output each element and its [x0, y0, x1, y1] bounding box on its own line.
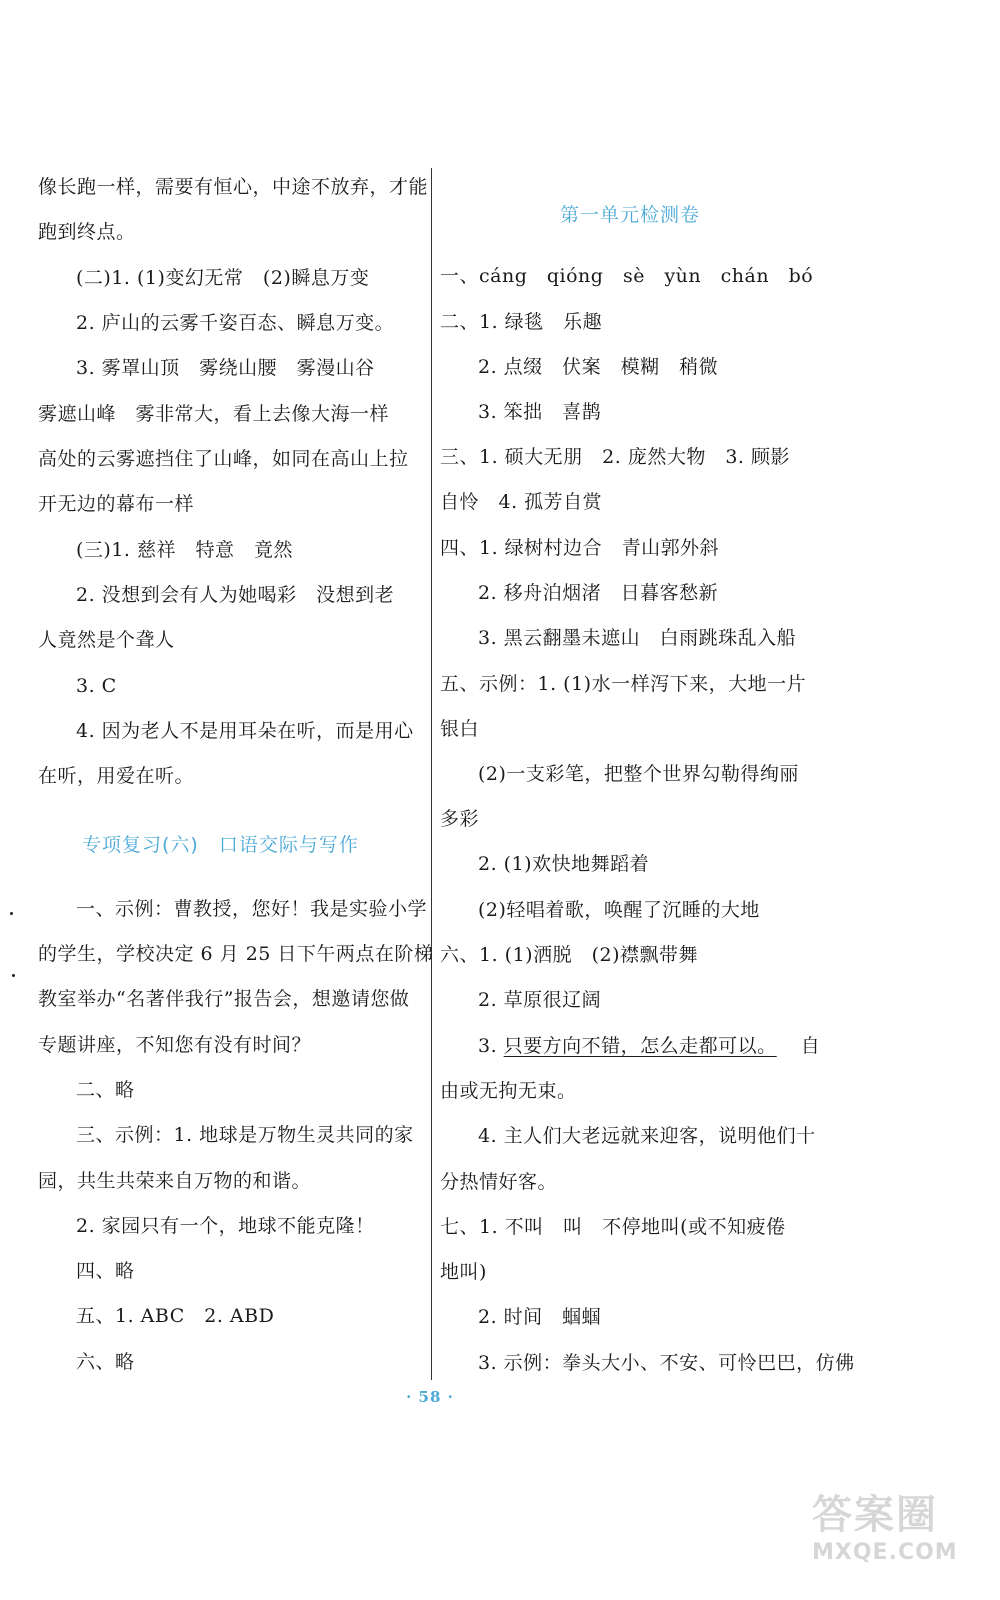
text-line: 多彩 — [440, 808, 480, 830]
section-heading: 专项复习(六) 口语交际与写作 — [82, 834, 359, 856]
text-line: 3. 示例：拳头大小、不安、可怜巴巴，仿佛 — [478, 1352, 855, 1374]
section-heading: 第一单元检测卷 — [560, 204, 701, 226]
text-line: 像长跑一样，需要有恒心，中途不放弃，才能 — [38, 176, 429, 198]
text-line: 高处的云雾遮挡住了山峰，如同在高山上拉 — [38, 448, 409, 470]
text-line: 二、略 — [76, 1079, 135, 1101]
text-line: 专题讲座，不知您有没有时间？ — [38, 1034, 312, 1056]
text-line: 2. 庐山的云雾千姿百态、瞬息万变。 — [76, 312, 395, 334]
text-line: 2. 移舟泊烟渚 日暮客愁新 — [478, 582, 719, 604]
text-line — [478, 1034, 820, 1058]
text-line: 分热情好客。 — [440, 1171, 558, 1193]
scan-speck — [10, 912, 13, 915]
text-line: 教室举办“名著伴我行”报告会，想邀请您做 — [38, 988, 410, 1010]
column-divider — [431, 168, 432, 1380]
text-line: 4. 因为老人不是用耳朵在听，而是用心 — [76, 720, 414, 742]
text-line: 雾遮山峰 雾非常大，看上去像大海一样 — [38, 403, 390, 425]
text-line: 七、1. 不叫 叫 不停地叫(或不知疲倦 — [440, 1216, 786, 1238]
text-line: (二)1. (1)变幻无常 (2)瞬息万变 — [76, 267, 370, 289]
scan-speck — [12, 974, 15, 977]
text-line: (2)轻唱着歌，唤醒了沉睡的大地 — [478, 899, 760, 921]
text-line: 由或无拘无束。 — [440, 1080, 577, 1102]
text-line: 五、1. ABC 2. ABD — [76, 1305, 275, 1327]
text-line: 人竟然是个聋人 — [38, 629, 175, 651]
question-number: 3. — [478, 1035, 504, 1057]
text-line: 4. 主人们大老远就来迎客，说明他们十 — [478, 1125, 816, 1147]
text-line: 2. 时间 蝈蝈 — [478, 1306, 602, 1328]
text-line: 跑到终点。 — [38, 221, 136, 243]
text-line: 2. 点缀 伏案 模糊 稍微 — [478, 356, 719, 378]
text-line: 三、示例：1. 地球是万物生灵共同的家 — [76, 1124, 414, 1146]
text-line: (2)一支彩笔，把整个世界勾勒得绚丽 — [478, 763, 799, 785]
text-line: 2. 草原很辽阔 — [478, 989, 602, 1011]
text-line: 3. C — [76, 675, 117, 697]
text-line: 地叫) — [440, 1261, 487, 1283]
text-line: (三)1. 慈祥 特意 竟然 — [76, 539, 293, 561]
text-line: 在听，用爱在听。 — [38, 765, 195, 787]
text-line: 的学生，学校决定 6 月 25 日下午两点在阶梯 — [38, 943, 434, 965]
text-line: 二、1. 绿毯 乐趣 — [440, 311, 603, 333]
text-line: 3. 黑云翻墨未遮山 白雨跳珠乱入船 — [478, 627, 797, 649]
text-line: 开无边的幕布一样 — [38, 493, 195, 515]
text-line: 六、1. (1)洒脱 (2)襟飘带舞 — [440, 944, 698, 966]
text-line: 3. 雾罩山顶 雾绕山腰 雾漫山谷 — [76, 357, 375, 379]
watermark-logo — [812, 1490, 980, 1586]
watermark-url: MXQE.COM — [812, 1540, 958, 1565]
text-line: 三、1. 硕大无朋 2. 庞然大物 3. 顾影 — [440, 446, 791, 468]
watermark-text: 答案圈 — [812, 1492, 938, 1538]
text-line: 一、示例：曹教授，您好！我是实验小学 — [76, 898, 428, 920]
text-line: 2. (1)欢快地舞蹈着 — [478, 853, 650, 875]
text-line: 2. 没想到会有人为她喝彩 没想到老 — [76, 584, 395, 606]
underlined-answer: 只要方向不错，怎么走都可以。 — [503, 1035, 777, 1057]
text-line: 四、略 — [76, 1260, 135, 1282]
text-line: 五、示例：1. (1)水一样泻下来，大地一片 — [440, 673, 807, 695]
text-line: 2. 家园只有一个，地球不能克隆！ — [76, 1215, 375, 1237]
text-fragment: 自 — [800, 1035, 821, 1057]
page-number: · 58 · — [406, 1388, 454, 1406]
text-line: 一、cáng qióng sè yùn chán bó — [440, 265, 814, 287]
text-line: 四、1. 绿树村边合 青山郭外斜 — [440, 537, 720, 559]
text-line: 园，共生共荣来自万物的和谐。 — [38, 1170, 312, 1192]
text-line: 银白 — [440, 718, 480, 740]
text-line: 六、略 — [76, 1351, 135, 1373]
text-line: 自怜 4. 孤芳自赏 — [440, 491, 603, 513]
text-line: 3. 笨拙 喜鹊 — [478, 401, 602, 423]
